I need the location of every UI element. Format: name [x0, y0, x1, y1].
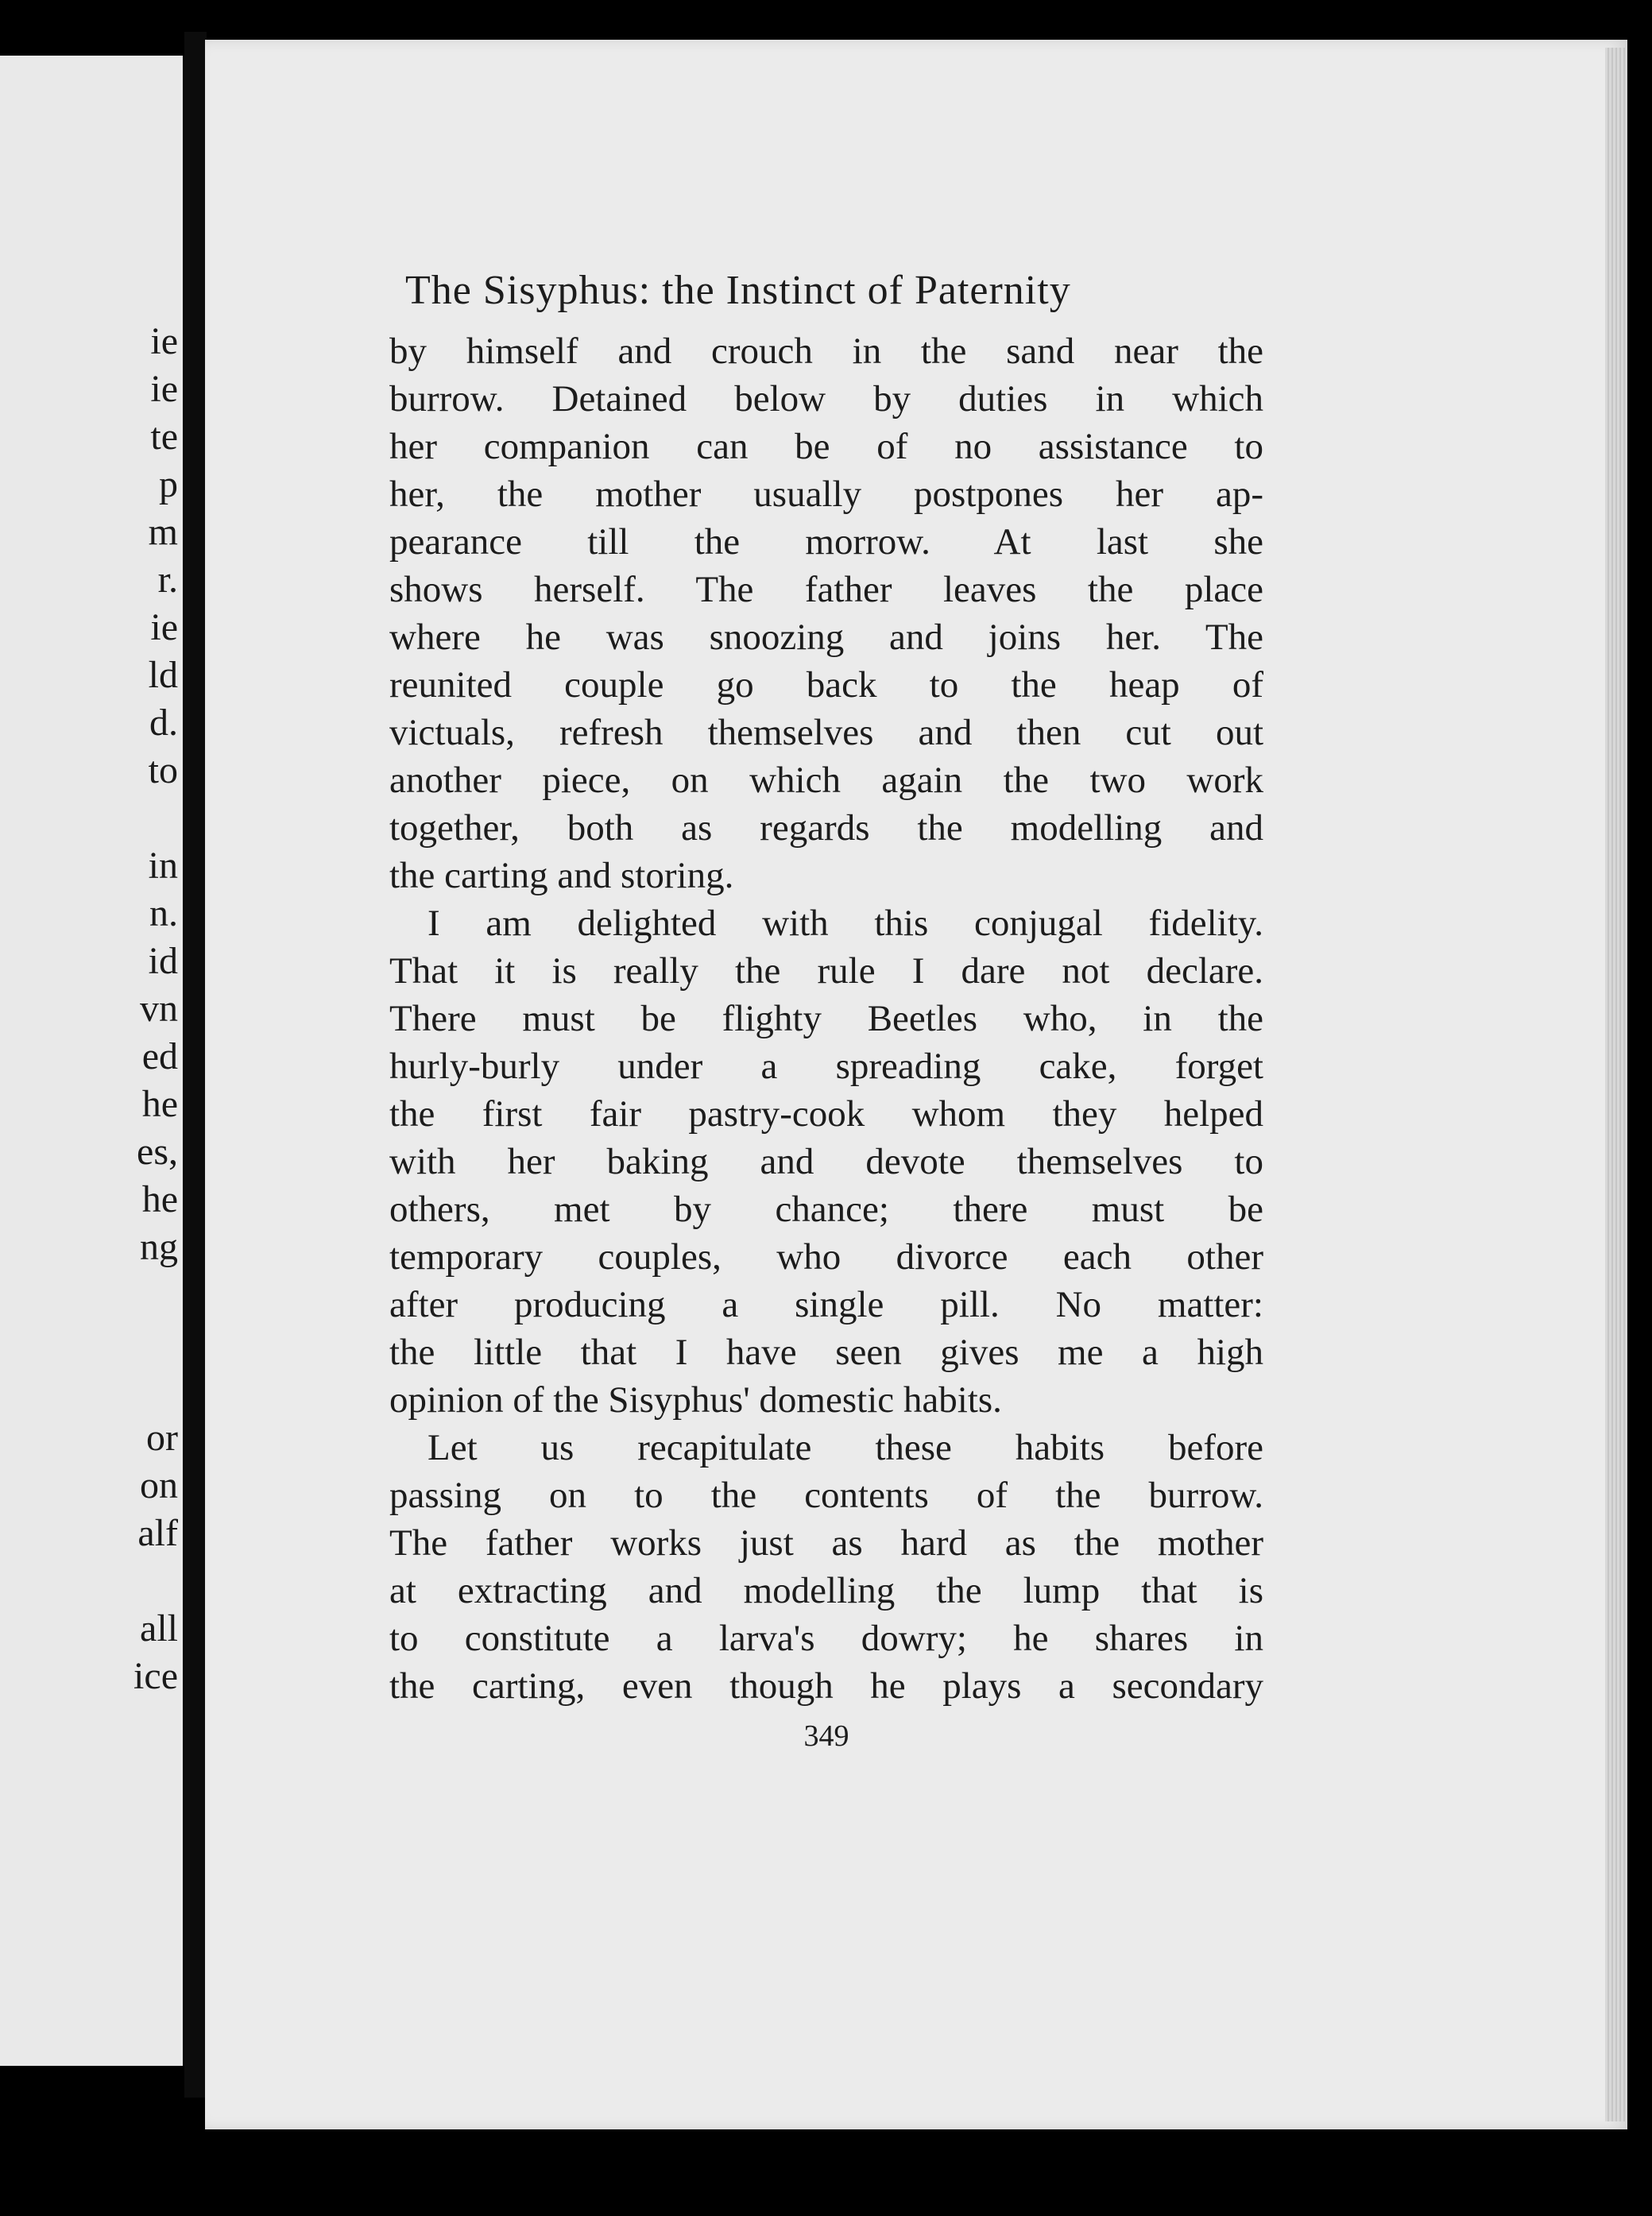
- body-line: reunited couple go back to the heap of: [389, 664, 1263, 706]
- body-line: victuals, refresh themselves and then cut out: [389, 712, 1263, 753]
- left-facing-page: [0, 56, 183, 2066]
- left-fragment: r.: [157, 559, 178, 601]
- left-fragment: [133, 1367, 178, 1414]
- body-line: temporary couples, who divorce each other: [389, 1236, 1263, 1278]
- left-fragment: ld: [148, 654, 178, 696]
- running-head: The Sisyphus: the Instinct of Paternity: [405, 268, 1071, 313]
- body-line: pearance till the morrow. At last she: [389, 521, 1263, 563]
- body-line: her companion can be of no assistance to: [389, 426, 1263, 467]
- left-fragment: p: [159, 463, 178, 505]
- body-line: the first fair pastry-cook whom they helped: [389, 1093, 1263, 1135]
- left-fragment: [133, 1319, 178, 1367]
- left-fragment: ie: [150, 606, 178, 648]
- left-fragment: [133, 1271, 178, 1319]
- left-fragment: alf: [137, 1512, 178, 1554]
- left-fragment: ie: [150, 320, 178, 362]
- left-fragment: in: [148, 845, 178, 887]
- left-fragment: [133, 795, 178, 842]
- body-line: shows herself. The father leaves the place: [389, 569, 1263, 610]
- left-fragment: to: [148, 749, 178, 791]
- body-line: The father works just as hard as the mother: [389, 1522, 1263, 1564]
- body-line: by himself and crouch in the sand near the: [389, 331, 1263, 372]
- left-page-text-fragments: [133, 318, 178, 1700]
- left-fragment: all: [140, 1607, 178, 1649]
- body-line: at extracting and modelling the lump that is: [389, 1570, 1263, 1611]
- left-fragment: n.: [149, 892, 178, 934]
- left-fragment: on: [140, 1464, 178, 1506]
- page-number: 349: [803, 1719, 849, 1753]
- left-fragment: he: [141, 1178, 178, 1220]
- left-fragment: id: [148, 940, 178, 982]
- body-line: opinion of the Sisyphus' domestic habits.: [389, 1379, 1002, 1421]
- page-edge: [1605, 48, 1627, 2121]
- body-line: the little that I have seen gives me a high: [389, 1332, 1263, 1373]
- left-fragment: or: [146, 1417, 178, 1459]
- body-line: burrow. Detained below by duties in which: [389, 378, 1263, 420]
- body-line: another piece, on which again the two work: [389, 760, 1263, 801]
- body-line: the carting, even though he plays a secondary: [389, 1665, 1263, 1707]
- left-fragment: es,: [137, 1131, 178, 1173]
- left-fragment: he: [141, 1083, 178, 1125]
- left-fragment: te: [150, 416, 178, 458]
- left-fragment: d.: [149, 702, 178, 744]
- body-line: That it is really the rule I dare not declare.: [389, 950, 1263, 992]
- body-line: after producing a single pill. No matter:: [389, 1284, 1263, 1325]
- body-line: others, met by chance; there must be: [389, 1189, 1263, 1230]
- left-fragment: [133, 1557, 178, 1605]
- page-text-block: [389, 262, 1263, 1756]
- body-line: to constitute a larva's dowry; he shares in: [389, 1618, 1263, 1659]
- body-line: together, both as regards the modelling and: [389, 807, 1263, 849]
- left-fragment: ie: [150, 368, 178, 410]
- left-fragment: vn: [140, 988, 178, 1030]
- body-line: the carting and storing.: [389, 855, 734, 896]
- left-fragment: m: [148, 511, 178, 553]
- body-line: her, the mother usually postpones her ap-: [389, 474, 1263, 515]
- left-fragment: ed: [141, 1035, 178, 1077]
- body-line: There must be flighty Beetles who, in the: [389, 998, 1263, 1039]
- left-fragment: ng: [140, 1226, 178, 1268]
- book-gutter: [184, 32, 207, 2098]
- body-line: passing on to the contents of the burrow.: [389, 1475, 1263, 1516]
- body-line: with her baking and devote themselves to: [389, 1141, 1263, 1182]
- body-line: hurly-burly under a spreading cake, forget: [389, 1046, 1263, 1087]
- body-line: where he was snoozing and joins her. The: [389, 617, 1263, 658]
- body-line-paragraph-start: Let us recapitulate these habits before: [428, 1427, 1263, 1468]
- left-fragment: ice: [133, 1655, 178, 1697]
- body-line-paragraph-start: I am delighted with this conjugal fidelity.: [428, 903, 1263, 944]
